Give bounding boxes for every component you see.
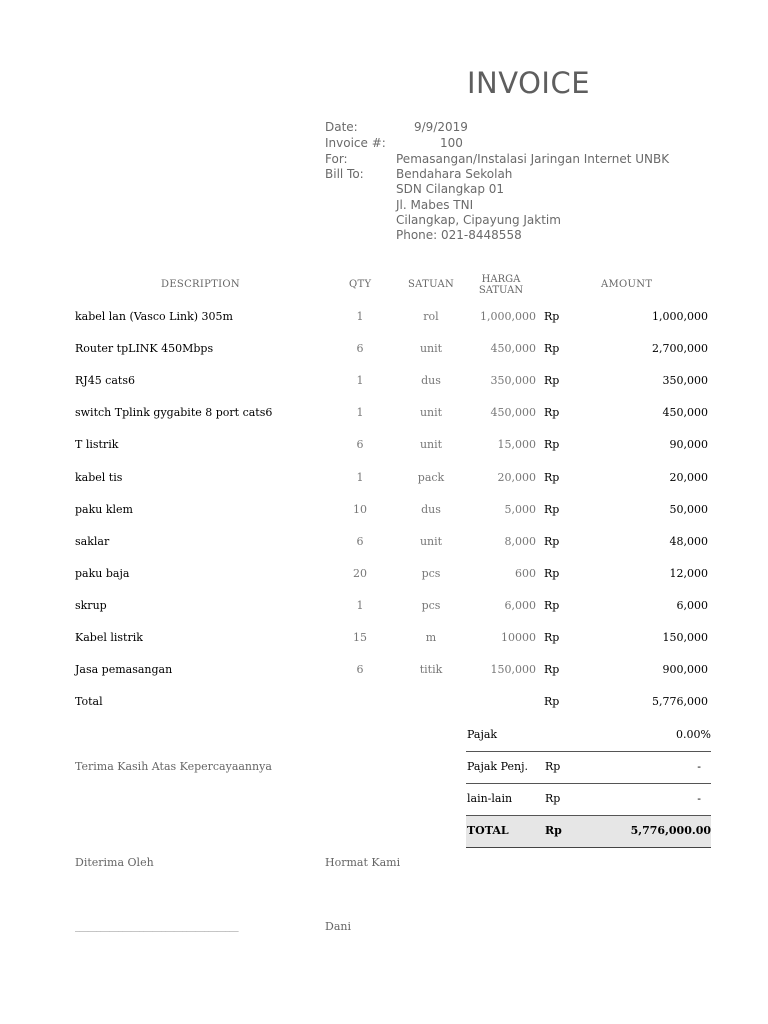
item-price: 1,000,000 <box>480 310 536 323</box>
received-by-label: Diterima Oleh <box>75 856 154 869</box>
item-description: Kabel listrik <box>75 631 143 644</box>
item-description: kabel tis <box>75 470 123 484</box>
header-qty: QTY <box>349 279 372 290</box>
item-qty: 10 <box>353 502 367 516</box>
bill-to-line: SDN Cilangkap 01 <box>396 182 505 196</box>
item-qty: 1 <box>356 470 364 484</box>
item-description: paku klem <box>75 502 133 516</box>
item-currency: Rp <box>544 598 560 612</box>
total-currency: Rp <box>544 695 560 708</box>
item-description: T listrik <box>75 438 119 452</box>
item-currency: Rp <box>544 406 560 420</box>
for-value: Pemasangan/Instalasi Jaringan Internet UNBK <box>396 152 670 166</box>
table-row <box>0 471 768 487</box>
item-price: 6,000 <box>504 598 536 612</box>
item-amount: 20,000 <box>669 470 708 484</box>
invoice-number-value: 100 <box>440 136 463 150</box>
item-amount: 350,000 <box>662 374 708 388</box>
item-amount: 6,000 <box>676 598 708 612</box>
item-unit: unit <box>419 406 443 420</box>
item-price: 8,000 <box>504 534 536 548</box>
item-currency: Rp <box>544 631 560 644</box>
header-price-line1: HARGA <box>481 274 521 285</box>
other-currency: Rp <box>545 792 561 805</box>
item-description: saklar <box>75 534 110 548</box>
bill-to-line: Cilangkap, Cipayung Jaktim <box>396 213 561 227</box>
item-description: Jasa pemasangan <box>75 663 173 677</box>
grand-total-value: 5,776,000.00 <box>630 824 711 837</box>
table-row <box>0 631 768 647</box>
item-amount: 450,000 <box>662 406 708 420</box>
item-description: skrup <box>75 598 107 612</box>
item-qty: 1 <box>356 598 364 612</box>
item-unit: titik <box>419 663 443 677</box>
sales-tax-label: Pajak Penj. <box>467 760 529 773</box>
item-unit: pcs <box>421 566 441 580</box>
header-description: DESCRIPTION <box>161 279 240 290</box>
grand-total-currency: Rp <box>545 824 562 837</box>
table-row <box>0 503 768 519</box>
item-qty: 6 <box>356 342 364 356</box>
item-description: Router tpLINK 450Mbps <box>75 342 214 356</box>
header-amount: AMOUNT <box>601 279 653 290</box>
total-amount: 5,776,000 <box>652 695 708 708</box>
other-value: - <box>697 792 701 805</box>
item-qty: 20 <box>353 566 367 580</box>
item-amount: 90,000 <box>669 438 708 452</box>
item-amount: 48,000 <box>669 534 708 548</box>
item-amount: 1,000,000 <box>652 310 708 323</box>
item-amount: 12,000 <box>669 566 708 580</box>
invoice-number-label: Invoice #: <box>325 136 386 150</box>
table-row <box>0 663 768 679</box>
item-amount: 50,000 <box>669 502 708 516</box>
item-currency: Rp <box>544 502 560 516</box>
invoice-title: INVOICE <box>467 66 591 100</box>
item-price: 150,000 <box>490 663 536 677</box>
item-qty: 15 <box>353 631 367 644</box>
item-unit: pcs <box>421 598 441 612</box>
tax-label: Pajak <box>467 728 498 741</box>
header-price <box>466 274 536 296</box>
signature-line: ______________________________________ <box>75 922 239 932</box>
item-unit: pack <box>417 470 445 484</box>
item-qty: 1 <box>356 406 364 420</box>
date-value: 9/9/2019 <box>414 120 468 134</box>
table-row <box>0 438 768 454</box>
thanks-note: Terima Kasih Atas Kepercayaannya <box>75 760 272 773</box>
item-unit: m <box>425 631 437 644</box>
table-row <box>0 599 768 615</box>
total-row <box>0 695 768 711</box>
item-price: 20,000 <box>497 470 536 484</box>
table-row <box>0 567 768 583</box>
item-description: RJ45 cats6 <box>75 374 135 388</box>
item-description: switch Tplink gygabite 8 port cats6 <box>75 406 273 420</box>
bill-to-label: Bill To: <box>325 167 364 181</box>
tax-value: 0.00% <box>676 728 711 741</box>
item-description: paku baja <box>75 566 130 580</box>
item-price: 450,000 <box>490 406 536 420</box>
item-amount: 900,000 <box>662 663 708 677</box>
total-label: Total <box>75 695 103 708</box>
table-row <box>0 535 768 551</box>
item-unit: dus <box>421 502 441 516</box>
bill-to-line: Phone: 021-8448558 <box>396 228 522 242</box>
item-currency: Rp <box>544 374 560 388</box>
item-price: 15,000 <box>497 438 536 452</box>
summary-divider <box>466 751 711 752</box>
for-label: For: <box>325 152 348 166</box>
bill-to-line: Bendahara Sekolah <box>396 167 513 181</box>
header-unit: SATUAN <box>408 279 455 290</box>
table-row <box>0 406 768 422</box>
item-currency: Rp <box>544 310 560 323</box>
summary-divider <box>466 783 711 784</box>
item-currency: Rp <box>544 342 560 356</box>
item-qty: 6 <box>356 663 364 677</box>
header-price-line2: SATUAN <box>478 285 524 296</box>
item-currency: Rp <box>544 566 560 580</box>
table-row <box>0 342 768 358</box>
item-unit: unit <box>419 534 443 548</box>
item-currency: Rp <box>544 438 560 452</box>
item-price: 5,000 <box>504 502 536 516</box>
item-qty: 6 <box>356 438 364 452</box>
item-unit: unit <box>419 342 443 356</box>
item-unit: rol <box>423 310 439 323</box>
item-currency: Rp <box>544 534 560 548</box>
item-amount: 150,000 <box>662 631 708 644</box>
item-price: 10000 <box>501 631 536 644</box>
regards-label: Hormat Kami <box>325 856 401 869</box>
item-currency: Rp <box>544 470 560 484</box>
item-price: 450,000 <box>490 342 536 356</box>
grand-total-label: TOTAL <box>467 824 509 837</box>
bill-to-line: Jl. Mabes TNI <box>396 198 474 212</box>
signer-name: Dani <box>325 920 351 933</box>
item-qty: 1 <box>356 374 364 388</box>
item-qty: 1 <box>356 310 364 323</box>
sales-tax-value: - <box>697 760 701 773</box>
date-label: Date: <box>325 120 358 134</box>
sales-tax-currency: Rp <box>545 760 561 773</box>
item-price: 350,000 <box>490 374 536 388</box>
item-qty: 6 <box>356 534 364 548</box>
table-row <box>0 374 768 390</box>
item-amount: 2,700,000 <box>652 342 708 356</box>
table-row <box>0 310 768 326</box>
item-price: 600 <box>515 566 536 580</box>
item-description: kabel lan (Vasco Link) 305m <box>75 310 233 323</box>
item-currency: Rp <box>544 663 560 677</box>
other-label: lain-lain <box>467 792 513 805</box>
item-unit: unit <box>419 438 443 452</box>
item-unit: dus <box>421 374 441 388</box>
